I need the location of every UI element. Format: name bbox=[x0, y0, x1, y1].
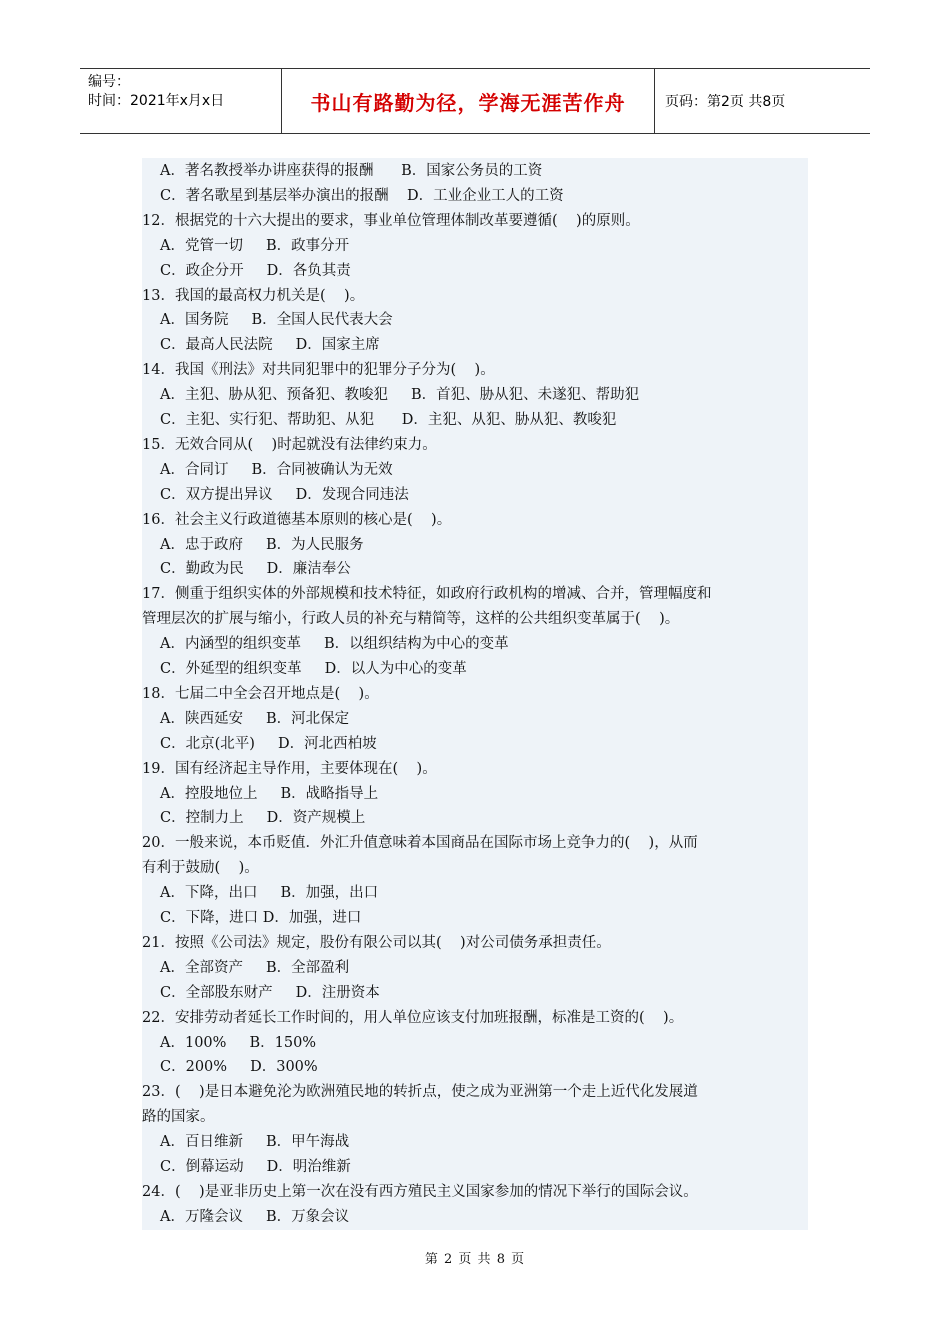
question-line: 19．国有经济起主导作用，主要体现在( )。 bbox=[142, 760, 437, 777]
option-line: C．全部股东财产 D．注册资本 bbox=[160, 984, 380, 1001]
time-label: 时间：2021年x月x日 bbox=[88, 93, 225, 109]
question-line: 路的国家。 bbox=[142, 1109, 215, 1126]
question-line: 24．( )是亚非历史上第一次在没有西方殖民主义国家参加的情况下举行的国际会议。 bbox=[142, 1183, 698, 1200]
page-header bbox=[80, 68, 870, 134]
header-motto: 书山有路勤为径，学海无涯苦作舟 bbox=[282, 69, 655, 133]
header-meta bbox=[80, 69, 282, 133]
question-line: 有利于鼓励( )。 bbox=[142, 860, 259, 877]
option-line: A．合同订 B．合同被确认为无效 bbox=[160, 461, 393, 478]
option-line: A．主犯、胁从犯、预备犯、教唆犯 B．首犯、胁从犯、未遂犯、帮助犯 bbox=[160, 387, 640, 404]
question-line: 14．我国《刑法》对共同犯罪中的犯罪分子分为( )。 bbox=[142, 362, 495, 379]
option-line: C．北京(北平) D．河北西柏坡 bbox=[160, 735, 377, 752]
question-content bbox=[142, 158, 808, 1230]
option-line: C．著名歌星到基层举办演出的报酬 D．工业企业工人的工资 bbox=[160, 187, 564, 204]
question-line: 23．( )是日本避免沦为欧洲殖民地的转折点，使之成为亚洲第一个走上近代化发展道 bbox=[142, 1084, 698, 1101]
page-footer: 第 2 页 共 8 页 bbox=[424, 1252, 526, 1267]
option-line: A．国务院 B．全国人民代表大会 bbox=[160, 312, 393, 329]
question-line: 16．社会主义行政道德基本原则的核心是( )。 bbox=[142, 511, 452, 528]
option-line: A．下降，出口 B．加强，出口 bbox=[160, 885, 379, 902]
option-line: C．控制力上 D．资产规模上 bbox=[160, 810, 366, 827]
option-line: A．万隆会议 B．万象会议 bbox=[160, 1208, 350, 1225]
option-line: C．外延型的组织变革 D．以人为中心的变革 bbox=[160, 661, 467, 677]
option-line: A．著名教授举办讲座获得的报酬 B．国家公务员的工资 bbox=[160, 163, 543, 179]
question-line: 12．根据党的十六大提出的要求，事业单位管理体制改革要遵循( )的原则。 bbox=[142, 212, 640, 229]
option-line: A．陕西延安 B．河北保定 bbox=[160, 710, 350, 727]
option-line: A．100% B．150% bbox=[160, 1034, 317, 1051]
question-line: 22．安排劳动者延长工作时间的，用人单位应该支付加班报酬，标准是工资的( )。 bbox=[142, 1009, 684, 1026]
option-line: C．下降，进口 D．加强，进口 bbox=[160, 910, 362, 926]
question-line: 管理层次的扩展与缩小，行政人员的补充与精简等，这样的公共组织变革属于( )。 bbox=[142, 611, 680, 628]
number-label: 编号： bbox=[88, 74, 130, 90]
header-page-label: 页码：第2页 共8页 bbox=[665, 94, 786, 110]
option-line: C．双方提出异议 D．发现合同违法 bbox=[160, 486, 409, 503]
option-line: A．内涵型的组织变革 B．以组织结构为中心的变革 bbox=[160, 636, 509, 653]
option-line: C．倒幕运动 D．明治维新 bbox=[160, 1159, 351, 1175]
option-line: C．200% D．300% bbox=[160, 1059, 318, 1076]
option-line: A．百日维新 B．甲午海战 bbox=[160, 1134, 350, 1151]
option-line: A．党管一切 B．政事分开 bbox=[160, 237, 350, 254]
question-line: 17．侧重于组织实体的外部规模和技术特征，如政府行政机构的增减、合并，管理幅度和 bbox=[142, 586, 712, 603]
question-line: 20．一般来说，本币贬值．外汇升值意味着本国商品在国际市场上竞争力的( )，从而 bbox=[142, 835, 698, 852]
question-line: 15．无效合同从( )时起就没有法律约束力。 bbox=[142, 436, 437, 453]
question-line: 18．七届二中全会召开地点是( )。 bbox=[142, 685, 379, 702]
question-line: 13．我国的最高权力机关是( )。 bbox=[142, 287, 365, 304]
option-line: C．勤政为民 D．廉洁奉公 bbox=[160, 561, 351, 578]
option-line: A．全部资产 B．全部盈利 bbox=[160, 959, 350, 976]
question-line: 21．按照《公司法》规定，股份有限公司以其( )对公司债务承担责任。 bbox=[142, 934, 611, 951]
option-line: A．忠于政府 B．为人民服务 bbox=[160, 536, 364, 553]
option-line: C．主犯、实行犯、帮助犯、从犯 D．主犯、从犯、胁从犯、教唆犯 bbox=[160, 412, 617, 428]
option-line: A．控股地位上 B．战略指导上 bbox=[160, 785, 379, 802]
option-line: C．最高人民法院 D．国家主席 bbox=[160, 337, 380, 354]
option-line: C．政企分开 D．各负其责 bbox=[160, 262, 351, 279]
